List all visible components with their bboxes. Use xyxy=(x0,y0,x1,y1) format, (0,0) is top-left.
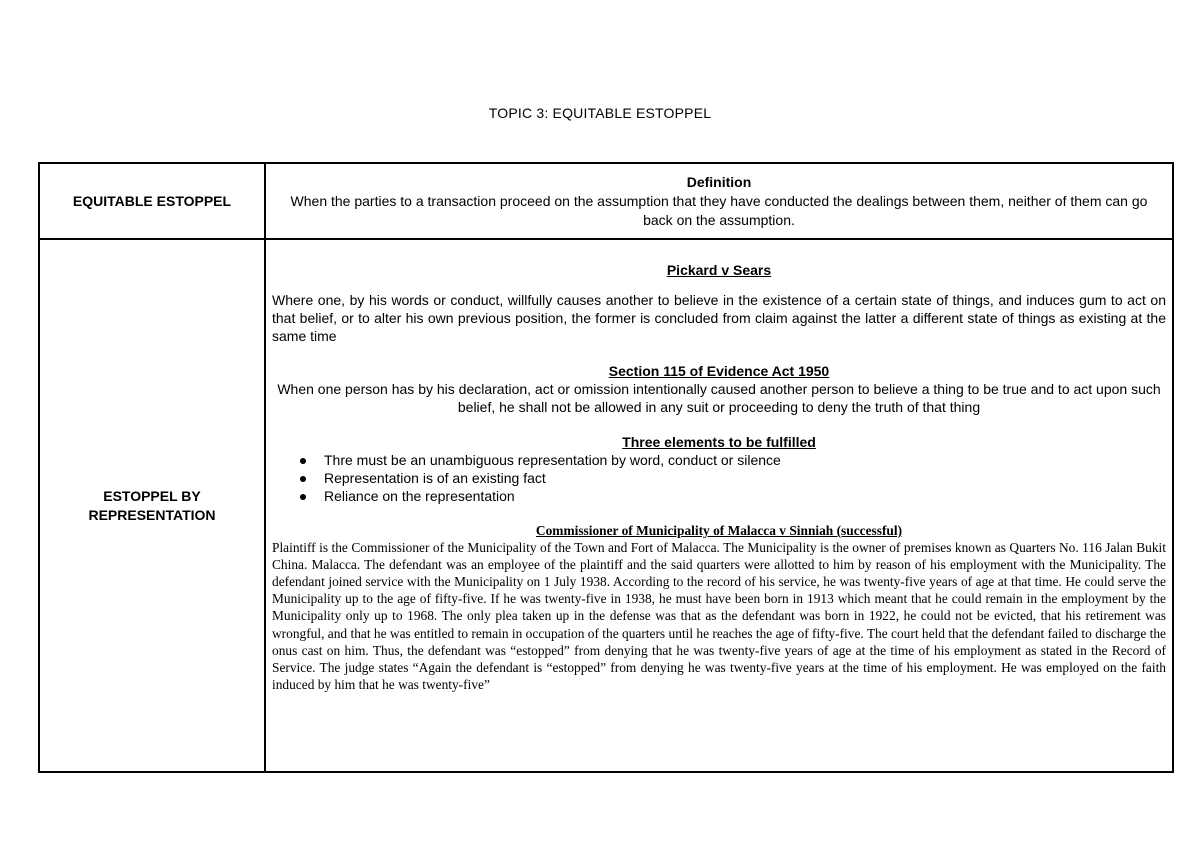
representation-content-cell xyxy=(265,239,1173,772)
list-item: Representation is of an existing fact xyxy=(300,469,1166,487)
row-label-estoppel-by-representation: ESTOPPEL BY REPRESENTATION xyxy=(39,239,265,772)
definition-cell xyxy=(265,163,1173,239)
case-heading: Commissioner of Municipality of Malacca v Sinniah (successful) xyxy=(535,523,903,538)
page-title: TOPIC 3: EQUITABLE ESTOPPEL xyxy=(488,105,712,121)
pickard-text: Where one, by his words or conduct, willfully causes another to believe in the existence of a certain state of things, and induces gum to act on that belief, or to alter his own previous position, the former is concluded from claim against the latter a different state of things as existing at the same time xyxy=(272,292,1166,344)
list-item: Reliance on the representation xyxy=(300,487,1166,505)
elements-heading: Three elements to be fulfilled xyxy=(622,434,816,450)
row-label-equitable-estoppel: EQUITABLE ESTOPPEL xyxy=(39,163,265,239)
table-row-estoppel-by-representation xyxy=(39,239,1173,772)
bullet-icon xyxy=(300,494,306,500)
bullet-icon xyxy=(300,458,306,464)
bullet-icon xyxy=(300,476,306,482)
case-block xyxy=(272,522,1166,693)
definition-text: When the parties to a transaction proceed on the assumption that they have conducted the dealings between them, neither of them can go back on the assumption. xyxy=(290,192,1148,228)
definition-heading: Definition xyxy=(686,173,752,190)
pickard-heading: Pickard v Sears xyxy=(666,262,772,278)
list-item: Thre must be an unambiguous representation by word, conduct or silence xyxy=(300,451,1166,469)
section-115-text: When one person has by his declaration, act or omission intentionally caused another person to believe a thing to be true and to act upon such belief, he shall not be allowed in any suit or proceeding to deny the truth of that thing xyxy=(277,381,1161,415)
table-row-equitable-estoppel xyxy=(39,163,1173,239)
notes-table xyxy=(38,162,1174,773)
case-text: Plaintiff is the Commissioner of the Municipality of the Town and Fort of Malacca. The Municipality is the owner of premises known as Quarters No. 116 Jalan Bukit China. Malacca. The defendant was an employee of the plaintiff and the said quarters were allotted to him by reason of his employment with the Municipality. The defendant joined service with the Municipality on 1 July 1938. According to the record of his service, he was twenty-five years of age at that time. He could serve the Municipality up to the age of fifty-five. If he was twenty-five in 1938, he must have been born in 1913 which meant that he could remain in the employment by the Municipality only up to 1968. The only plea taken up in the defense was that as the defendant was born in 1922, he could not be evicted, that his retirement was wrongful, and that he was entitled to remain in occupation of the quarters until he reaches the age of fifty-five. The court held that the defendant failed to discharge the onus cast on him. Thus, the defendant was “estopped” from denying that he was twenty-five years of age at the time of his employment as stated in the Record of Service. The judge states “Again the defendant is “estopped” from denying he was twenty-five years at the time of his employment. He was employed on the faith induced by him that he was twenty-five” xyxy=(272,540,1166,692)
elements-list xyxy=(272,451,1166,505)
section-115-heading: Section 115 of Evidence Act 1950 xyxy=(608,363,830,379)
